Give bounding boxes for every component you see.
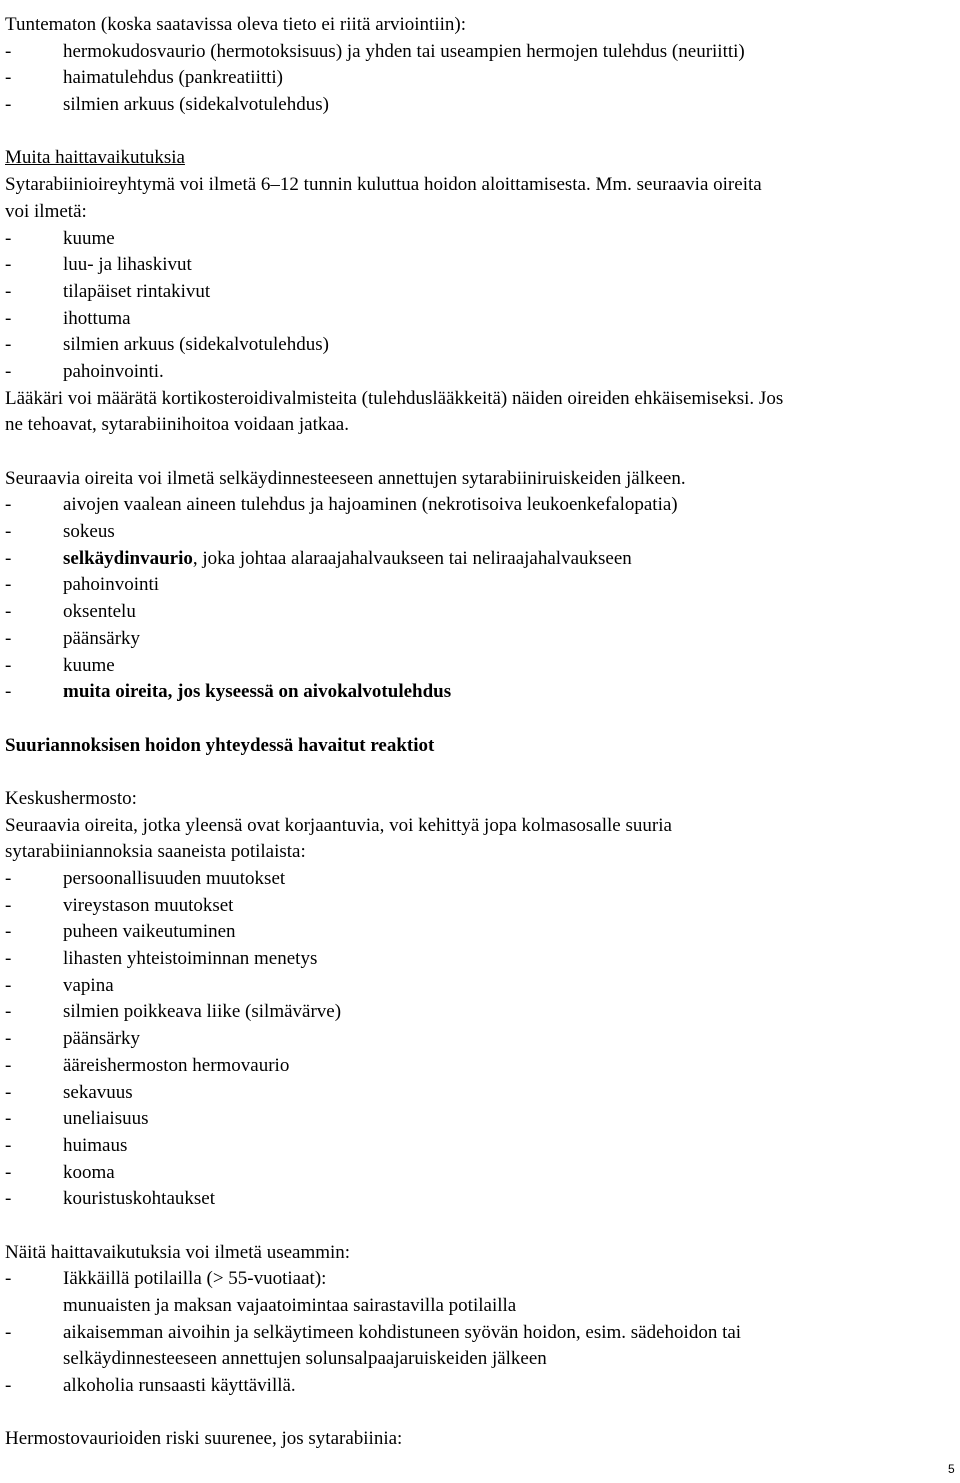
list-item: - Iäkkäillä potilailla (> 55-vuotiaat): [5, 1266, 955, 1293]
syndrome-intro-line1: Sytarabiinioireyhtymä voi ilmetä 6–12 tunnin kuluttua hoidon aloittamisesta. Mm. seuraavia oireita [5, 174, 762, 196]
list-item: - kouristuskohtaukset [5, 1186, 955, 1213]
unknown-frequency-heading: Tuntematon (koska saatavissa oleva tieto ei riitä arviointiin): [5, 14, 467, 35]
other-side-effects-heading: Muita haittavaikutuksia [5, 147, 185, 169]
list-item: - selkäydinvaurio, joka johtaa alaraajahalvaukseen tai neliraajahalvaukseen [5, 546, 955, 573]
syndrome-intro-line2: voi ilmetä: [5, 200, 87, 222]
list-item: - kooma [5, 1160, 955, 1187]
list-item: - päänsärky [5, 626, 955, 653]
list-item: - silmien poikkeava liike (silmävärve) [5, 999, 955, 1026]
list-item: - silmien arkuus (sidekalvotulehdus) [5, 92, 955, 119]
list-dash: - [5, 227, 12, 249]
high-dose-heading: Suuriannoksisen hoidon yhteydessä havaitut reaktiot [5, 734, 435, 756]
list-item: - oksentelu [5, 599, 955, 626]
list-item: - sekavuus [5, 1080, 955, 1107]
list-item-continuation: selkäydinnesteeseen annettujen solunsalpaajaruiskeiden jälkeen [63, 1348, 547, 1370]
list-item: - aivojen vaalean aineen tulehdus ja hajoaminen (nekrotisoiva leukoenkefalopatia) [5, 492, 955, 519]
list-item: - haimatulehdus (pankreatiitti) [5, 65, 955, 92]
list-dash: - [5, 521, 12, 543]
list-dash: - [5, 1321, 12, 1343]
list-dash: - [5, 1188, 12, 1210]
list-dash: - [5, 280, 12, 302]
list-dash: - [5, 1134, 12, 1156]
list-item: - ihottuma [5, 306, 955, 333]
list-item: - pahoinvointi. [5, 359, 955, 386]
list-item: - vapina [5, 973, 955, 1000]
list-dash: - [5, 894, 12, 916]
list-item: - hermokudosvaurio (hermotoksisuus) ja yhden tai useampien hermojen tulehdus (neuriitti) [5, 39, 955, 66]
list-dash: - [5, 974, 12, 996]
list-dash: - [5, 547, 12, 569]
list-dash: - [5, 1001, 12, 1023]
list-item: - uneliaisuus [5, 1106, 955, 1133]
list-item: - lihasten yhteistoiminnan menetys [5, 946, 955, 973]
spinal-cord-damage-term: selkäydinvaurio [63, 547, 193, 569]
list-dash: - [5, 67, 12, 89]
list-item: - silmien arkuus (sidekalvotulehdus) [5, 332, 955, 359]
list-item: - puheen vaikeutuminen [5, 919, 955, 946]
list-dash: - [5, 1161, 12, 1183]
risk-heading: Hermostovaurioiden riski suurenee, jos sytarabiinia: [5, 1428, 403, 1450]
list-item: - sokeus [5, 519, 955, 546]
frequent-heading: Näitä haittavaikutuksia voi ilmetä useammin: [5, 1241, 351, 1263]
list-dash: - [5, 334, 12, 356]
cns-intro-line2: sytarabiiniannoksia saaneista potilaista: [5, 841, 306, 863]
list-dash: - [5, 254, 12, 276]
spinal-intro: Seuraavia oireita voi ilmetä selkäydinnesteeseen annettujen sytarabiiniruiskeiden jälkeen. [5, 467, 686, 489]
list-item: - huimaus [5, 1133, 955, 1160]
list-item: - vireystason muutokset [5, 893, 955, 920]
cns-intro-line1: Seuraavia oireita, jotka yleensä ovat korjaantuvia, voi kehittyä jopa kolmasosalle suuria [5, 814, 672, 836]
list-item: - kuume [5, 226, 955, 253]
list-dash: - [5, 494, 12, 516]
list-item: - tilapäiset rintakivut [5, 279, 955, 306]
list-dash: - [5, 574, 12, 596]
list-dash: - [5, 627, 12, 649]
list-dash: - [5, 1054, 12, 1076]
cns-heading: Keskushermosto: [5, 787, 137, 809]
list-dash: - [5, 307, 12, 329]
list-dash: - [5, 868, 12, 889]
list-item: - kuume [5, 653, 955, 680]
list-dash: - [5, 360, 12, 382]
list-dash: - [5, 681, 12, 703]
steroid-note-line1: Lääkäri voi määrätä kortikosteroidivalmisteita (tulehduslääkkeitä) näiden oireiden ehkäisemiseksi. Jos [5, 387, 784, 409]
list-dash: - [5, 654, 12, 676]
steroid-note-line2: ne tehoavat, sytarabiinihoitoa voidaan jatkaa. [5, 414, 349, 436]
list-item: - persoonallisuuden muutokset [5, 866, 955, 893]
list-item: - muita oireita, jos kyseessä on aivokalvotulehdus [5, 679, 955, 706]
list-dash: - [5, 1108, 12, 1130]
list-dash: - [5, 1028, 12, 1050]
list-dash: - [5, 94, 12, 116]
list-item: - alkoholia runsaasti käyttävillä. [5, 1373, 955, 1400]
list-dash: - [5, 1375, 12, 1397]
list-dash: - [5, 40, 12, 62]
list-dash: - [5, 921, 12, 943]
list-item: - ääreishermoston hermovaurio [5, 1053, 955, 1080]
list-item: - päänsärky [5, 1026, 955, 1053]
list-dash: - [5, 1081, 12, 1103]
list-item: - luu- ja lihaskivut [5, 252, 955, 279]
page-number: 5 [948, 1462, 955, 1476]
list-dash: - [5, 1268, 12, 1290]
list-item: - aikaisemman aivoihin ja selkäytimeen kohdistuneen syövän hoidon, esim. sädehoidon tai [5, 1320, 955, 1347]
document-page [5, 12, 955, 1453]
list-item: - pahoinvointi [5, 572, 955, 599]
list-dash: - [5, 601, 12, 623]
list-item-continuation: munuaisten ja maksan vajaatoimintaa sairastavilla potilailla [63, 1295, 517, 1316]
list-dash: - [5, 948, 12, 970]
